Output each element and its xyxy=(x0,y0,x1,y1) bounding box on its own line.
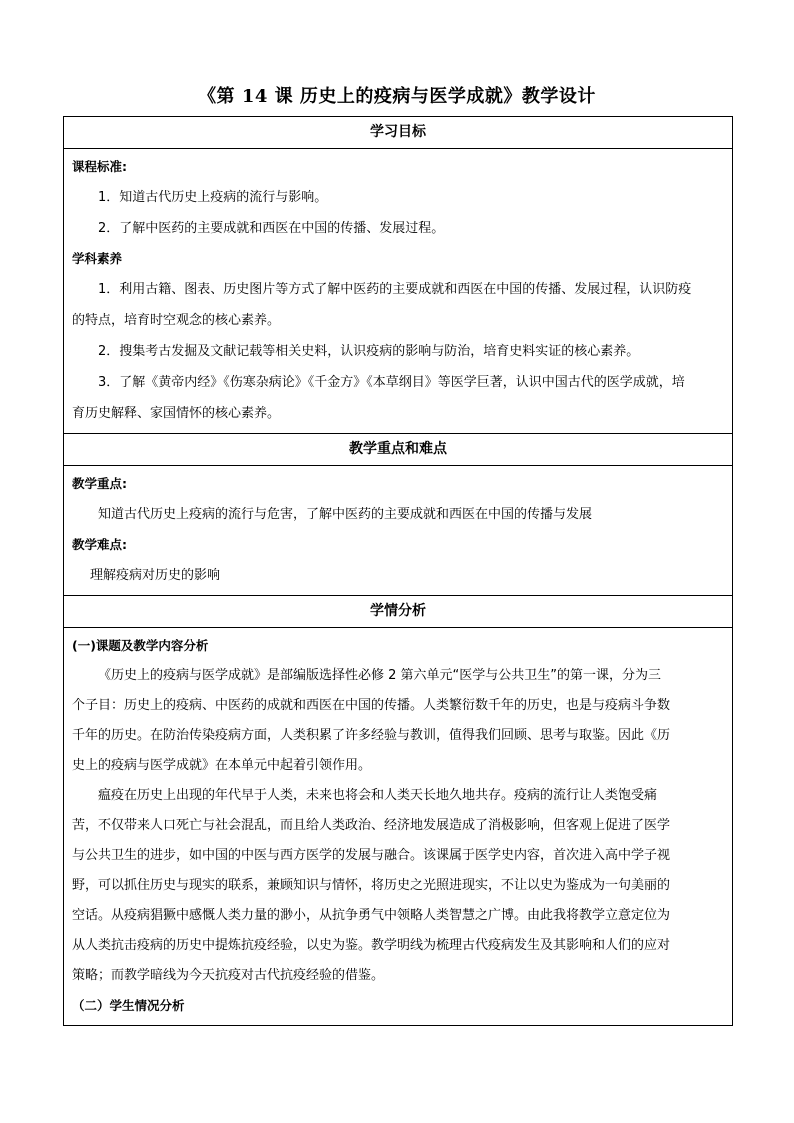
analysis-body xyxy=(64,628,732,1025)
analysis-p2-line5: 空话。从疫病猖獗中感慨人类力量的渺小，从抗争勇气中领略人类智慧之广博。由此我将教学立意定位为 xyxy=(72,908,671,923)
objectives-body xyxy=(64,149,732,434)
page-title: 《第 14 课 历史上的疫病与医学成就》教学设计 xyxy=(198,86,596,107)
analysis-p1-line4: 史上的疫病与医学成就》在本单元中起着引领作用。 xyxy=(72,758,372,773)
label-teaching-difficulty: 教学难点: xyxy=(72,537,127,552)
analysis-p2-line6: 从人类抗击疫病的历史中提炼抗疫经验，以史为鉴。教学明线为梳理古代疫病发生及其影响和人们的应对 xyxy=(72,938,671,953)
literacy-item-3-line2: 育历史解释、家国情怀的核心素养。 xyxy=(72,406,281,421)
analysis-p1-line1: 《历史上的疫病与医学成就》是部编版选择性必修 2 第六单元“医学与公共卫生”的第一课，分为三 xyxy=(98,668,662,683)
standard-item-1: 1．知道古代历史上疫病的流行与影响。 xyxy=(98,190,328,205)
label-teaching-focus: 教学重点: xyxy=(72,476,127,491)
literacy-item-1-line1: 1．利用古籍、图表、历史图片等方式了解中医药的主要成就和西医在中国的传播、发展过程，认识防疫 xyxy=(98,282,692,297)
teaching-difficulty-text: 理解疫病对历史的影响 xyxy=(90,568,221,583)
analysis-p2-line2: 苦，不仅带来人口死亡与社会混乱，而且给人类政治、经济地发展造成了消极影响，但客观上促进了医学 xyxy=(72,818,671,833)
section-header-objectives: 学习目标 xyxy=(64,117,732,149)
section-header-analysis: 学情分析 xyxy=(64,596,732,628)
literacy-item-1-line2: 的特点，培育时空观念的核心素养。 xyxy=(72,313,281,328)
analysis-p2-line1: 瘟疫在历史上出现的年代早于人类，未来也将会和人类天长地久地共存。疫病的流行让人类饱受痛 xyxy=(98,788,658,803)
key-points-body xyxy=(64,466,732,596)
label-student-analysis: （二）学生情况分析 xyxy=(72,998,185,1013)
teaching-focus-text: 知道古代历史上疫病的流行与危害，了解中医药的主要成就和西医在中国的传播与发展 xyxy=(98,507,593,522)
literacy-item-2: 2．搜集考古发掘及文献记载等相关史料，认识疫病的影响与防治，培育史料实证的核心素养。 xyxy=(98,344,640,359)
label-curriculum-standard: 课程标准: xyxy=(72,159,127,174)
analysis-p2-line3: 与公共卫生的进步，如中国的中医与西方医学的发展与融合。该课属于医学史内容，首次进入高中学子视 xyxy=(72,848,671,863)
label-topic-analysis: (一)课题及教学内容分析 xyxy=(72,638,209,653)
analysis-p1-line2: 个子目：历史上的疫病、中医药的成就和西医在中国的传播。人类繁衍数千年的历史，也是与疫病斗争数 xyxy=(72,698,671,713)
literacy-item-3-line1: 3．了解《黄帝内经》《伤寒杂病论》《千金方》《本草纲目》等医学巨著，认识中国古代的医学成就，培 xyxy=(98,375,685,390)
section-header-key-points: 教学重点和难点 xyxy=(64,434,732,466)
analysis-p1-line3: 千年的历史。在防治传染疫病方面，人类积累了许多经验与教训，值得我们回顾、思考与取鉴。因此《历 xyxy=(72,728,671,743)
label-core-literacy: 学科素养 xyxy=(72,251,123,266)
standard-item-2: 2．了解中医药的主要成就和西医在中国的传播、发展过程。 xyxy=(98,221,445,236)
lesson-table xyxy=(63,116,733,1026)
analysis-p2-line7: 策略；而教学暗线为今天抗疫对古代抗疫经验的借鉴。 xyxy=(72,968,385,983)
analysis-p2-line4: 野，可以抓住历史与现实的联系，兼顾知识与情怀，将历史之光照进现实，不让以史为鉴成为一句美丽的 xyxy=(72,878,671,893)
